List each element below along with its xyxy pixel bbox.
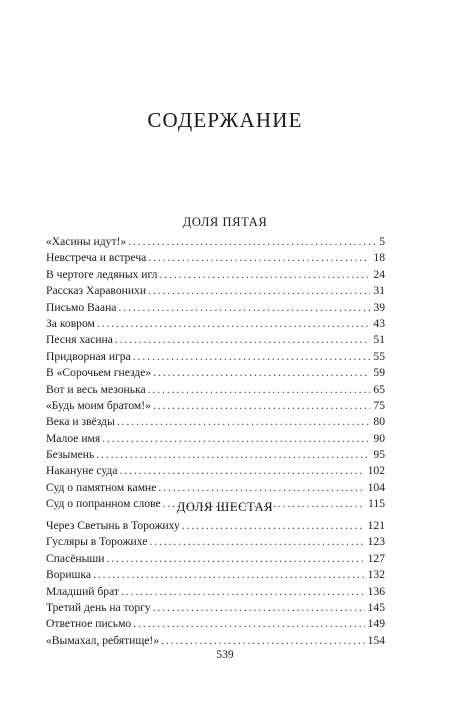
toc-entry bbox=[46, 633, 385, 649]
toc-entry bbox=[46, 267, 385, 283]
section-heading-part-five: ДОЛЯ ПЯТАЯ bbox=[182, 215, 268, 229]
dot-leader bbox=[117, 414, 371, 430]
toc-entry bbox=[46, 447, 385, 463]
toc-entry bbox=[46, 283, 385, 299]
toc-entry bbox=[46, 332, 385, 348]
dot-leader bbox=[93, 567, 365, 583]
toc-entry bbox=[46, 600, 385, 616]
page-number: 539 bbox=[216, 648, 234, 661]
toc-entry-title: Ответное письмо bbox=[46, 617, 132, 631]
dot-leader bbox=[118, 300, 370, 316]
dot-leader bbox=[133, 349, 371, 365]
toc-list-part-five bbox=[46, 234, 385, 513]
toc-entry-title: Безымень bbox=[46, 448, 95, 462]
toc-entry bbox=[46, 316, 385, 332]
dot-leader bbox=[115, 332, 371, 348]
dot-leader bbox=[153, 600, 365, 616]
toc-entry bbox=[46, 300, 385, 316]
toc-entry-title: Суд о попранном слове bbox=[46, 497, 161, 511]
dot-leader bbox=[128, 234, 376, 250]
toc-entry-page: 136 bbox=[367, 584, 385, 598]
toc-entry-page: 65 bbox=[373, 382, 385, 396]
toc-entry-title: Малое имя bbox=[46, 431, 101, 445]
toc-entry-title: Невстреча и встреча bbox=[46, 251, 147, 265]
dot-leader bbox=[153, 365, 370, 381]
toc-entry bbox=[46, 534, 385, 550]
toc-entry-title: Спасёныши bbox=[46, 551, 105, 565]
dot-leader bbox=[149, 534, 364, 550]
toc-entry-title: За ковром bbox=[46, 316, 95, 330]
section-heading-part-six: ДОЛЯ ШЕСТАЯ bbox=[176, 500, 274, 514]
toc-entry-page: 59 bbox=[373, 366, 385, 380]
toc-entry-page: 24 bbox=[373, 267, 385, 281]
toc-entry-title: В чертоге ледяных игл bbox=[46, 267, 158, 281]
toc-entry bbox=[46, 567, 385, 583]
toc-entry bbox=[46, 518, 385, 534]
page-title: СОДЕРЖАНИЕ bbox=[147, 108, 303, 132]
toc-entry-title: Третий день на торгу bbox=[46, 600, 151, 614]
toc-entry-title: Вот и весь мезонька bbox=[46, 382, 146, 396]
toc-entry-page: 102 bbox=[367, 464, 385, 478]
toc-entry-title: Через Светынь в Торожиху bbox=[46, 519, 180, 532]
toc-entry bbox=[46, 349, 385, 365]
toc-entry-page: 31 bbox=[373, 284, 385, 298]
toc-entry-title: Письмо Ваана bbox=[46, 300, 117, 314]
dot-leader bbox=[148, 382, 371, 398]
dot-leader bbox=[159, 267, 370, 283]
toc-entry-title: Песня хасина bbox=[46, 333, 113, 347]
dot-leader bbox=[96, 447, 370, 463]
dot-leader bbox=[158, 480, 364, 496]
toc-entry bbox=[46, 616, 385, 632]
toc-entry-title: «Вымахал, ребятище!» bbox=[46, 633, 160, 647]
toc-entry-page: 80 bbox=[373, 415, 385, 429]
toc-entry-title: Накануне суда bbox=[46, 464, 118, 478]
toc-entry bbox=[46, 398, 385, 414]
toc-entry-title: Придворная игра bbox=[46, 349, 131, 363]
toc-entry-page: 149 bbox=[367, 617, 385, 631]
toc-entry-page: 43 bbox=[373, 316, 385, 330]
dot-leader bbox=[119, 463, 364, 479]
toc-entry-page: 95 bbox=[373, 448, 385, 462]
toc-entry bbox=[46, 414, 385, 430]
toc-entry-title: Младший брат bbox=[46, 584, 119, 598]
toc-entry-title: В «Сорочьем гнезде» bbox=[46, 366, 152, 380]
dot-leader bbox=[148, 250, 370, 266]
toc-entry-title: «Хасины идут!» bbox=[46, 235, 127, 248]
toc-entry-title: Воришка bbox=[46, 568, 92, 582]
toc-entry-title: Суд о памятном камне bbox=[46, 480, 157, 494]
toc-entry-page: 154 bbox=[367, 633, 385, 647]
dot-leader bbox=[133, 616, 364, 632]
dot-leader bbox=[148, 283, 370, 299]
toc-entry bbox=[46, 551, 385, 567]
dot-leader bbox=[102, 431, 370, 447]
toc-entry-page: 55 bbox=[373, 349, 385, 363]
toc-entry-page: 51 bbox=[373, 333, 385, 347]
dot-leader bbox=[161, 633, 365, 649]
toc-entry bbox=[46, 480, 385, 496]
toc-entry-title: Рассказ Харавонихи bbox=[46, 284, 147, 298]
toc-entry bbox=[46, 250, 385, 266]
toc-entry-title: Гусляры в Торожихе bbox=[46, 535, 148, 549]
toc-entry-title: «Будь моим братом!» bbox=[46, 398, 151, 412]
toc-entry-page: 145 bbox=[367, 600, 385, 614]
dot-leader bbox=[97, 316, 371, 332]
toc-entry bbox=[46, 382, 385, 398]
toc-entry bbox=[46, 365, 385, 381]
dot-leader bbox=[107, 551, 365, 567]
toc-list-part-six bbox=[46, 518, 385, 649]
dot-leader bbox=[182, 518, 365, 534]
dot-leader bbox=[121, 584, 365, 600]
toc-entry bbox=[46, 234, 385, 250]
toc-entry bbox=[46, 431, 385, 447]
toc-entry-page: 75 bbox=[373, 398, 385, 412]
toc-entry bbox=[46, 584, 385, 600]
toc-entry-page: 115 bbox=[368, 497, 385, 511]
toc-entry-page: 5 bbox=[379, 235, 385, 248]
toc-entry-page: 132 bbox=[367, 568, 385, 582]
toc-entry-page: 127 bbox=[367, 551, 385, 565]
toc-entry-page: 39 bbox=[373, 300, 385, 314]
toc-entry-page: 18 bbox=[373, 251, 385, 265]
dot-leader bbox=[153, 398, 370, 414]
toc-entry-page: 90 bbox=[373, 431, 385, 445]
toc-entry-title: Века и звёзды bbox=[46, 415, 115, 429]
toc-entry bbox=[46, 463, 385, 479]
toc-entry-page: 123 bbox=[367, 535, 385, 549]
toc-entry-page: 104 bbox=[367, 480, 385, 494]
toc-entry-page: 121 bbox=[367, 519, 385, 532]
